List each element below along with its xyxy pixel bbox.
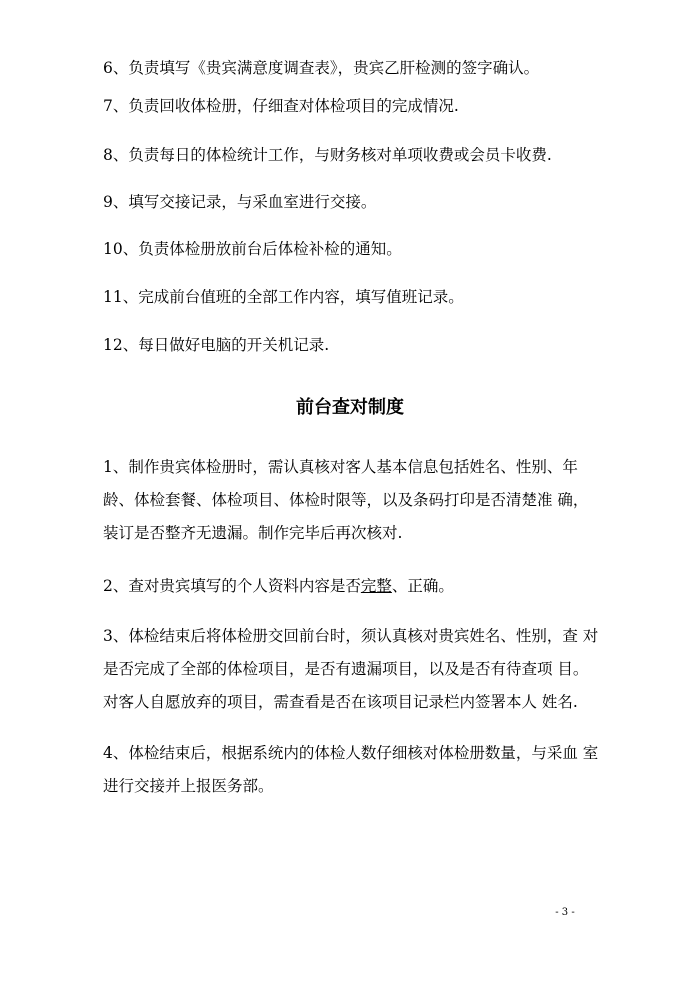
rule-2-text-after: 、正确。	[391, 577, 454, 595]
section-title: 前台查对制度	[296, 397, 404, 418]
rule-3-line-2: 是否完成了全部的体检项目，是否有遗漏项目，以及是否有待查项 目。	[103, 660, 589, 678]
duty-item-9: 9、填写交接记录，与采血室进行交接。	[103, 193, 377, 211]
duty-item-12: 12、每日做好电脑的开关机记录.	[103, 336, 330, 354]
rule-4-line-1: 4、体检结束后，根据系统内的体检人数仔细核对体检册数量，与采血 室	[103, 744, 599, 762]
rule-1-line-1: 1、制作贵宾体检册时，需认真核对客人基本信息包括姓名、性别、年	[103, 458, 578, 476]
rule-1-line-2: 龄、体检套餐、体检项目、体检时限等，以及条码打印是否清楚准 确，	[103, 491, 589, 509]
rule-3-line-3: 对客人自愿放弃的项目，需查看是否在该项目记录栏内签署本人 姓名.	[103, 693, 578, 711]
rule-1-line-3: 装订是否整齐无遗漏。制作完毕后再次核对.	[103, 524, 403, 542]
rule-2-text-before: 2、查对贵宾填写的个人资料内容是否	[103, 577, 361, 595]
rule-4	[103, 737, 613, 803]
rule-3-line-1: 3、体检结束后将体检册交回前台时，须认真核对贵宾姓名、性别，查 对	[103, 627, 599, 645]
duty-item-11: 11、完成前台值班的全部工作内容，填写值班记录。	[103, 288, 464, 306]
duty-item-10: 10、负责体检册放前台后体检补检的通知。	[103, 240, 402, 258]
duty-item-8: 8、负责每日的体检统计工作，与财务核对单项收费或会员卡收费.	[103, 146, 552, 164]
rule-3	[103, 620, 613, 719]
duty-item-7: 7、负责回收体检册，仔细查对体检项目的完成情况.	[103, 97, 459, 115]
rule-2-line	[103, 570, 613, 603]
rule-2	[103, 570, 613, 603]
rule-2-underlined-text: 完整	[360, 577, 392, 595]
rule-1	[103, 451, 613, 550]
rule-4-line-2: 进行交接并上报医务部。	[103, 777, 274, 795]
page-number: - 3 -	[555, 907, 575, 918]
duty-item-6: 6、负责填写《贵宾满意度调查表》，贵宾乙肝检测的签字确认。	[103, 59, 540, 77]
